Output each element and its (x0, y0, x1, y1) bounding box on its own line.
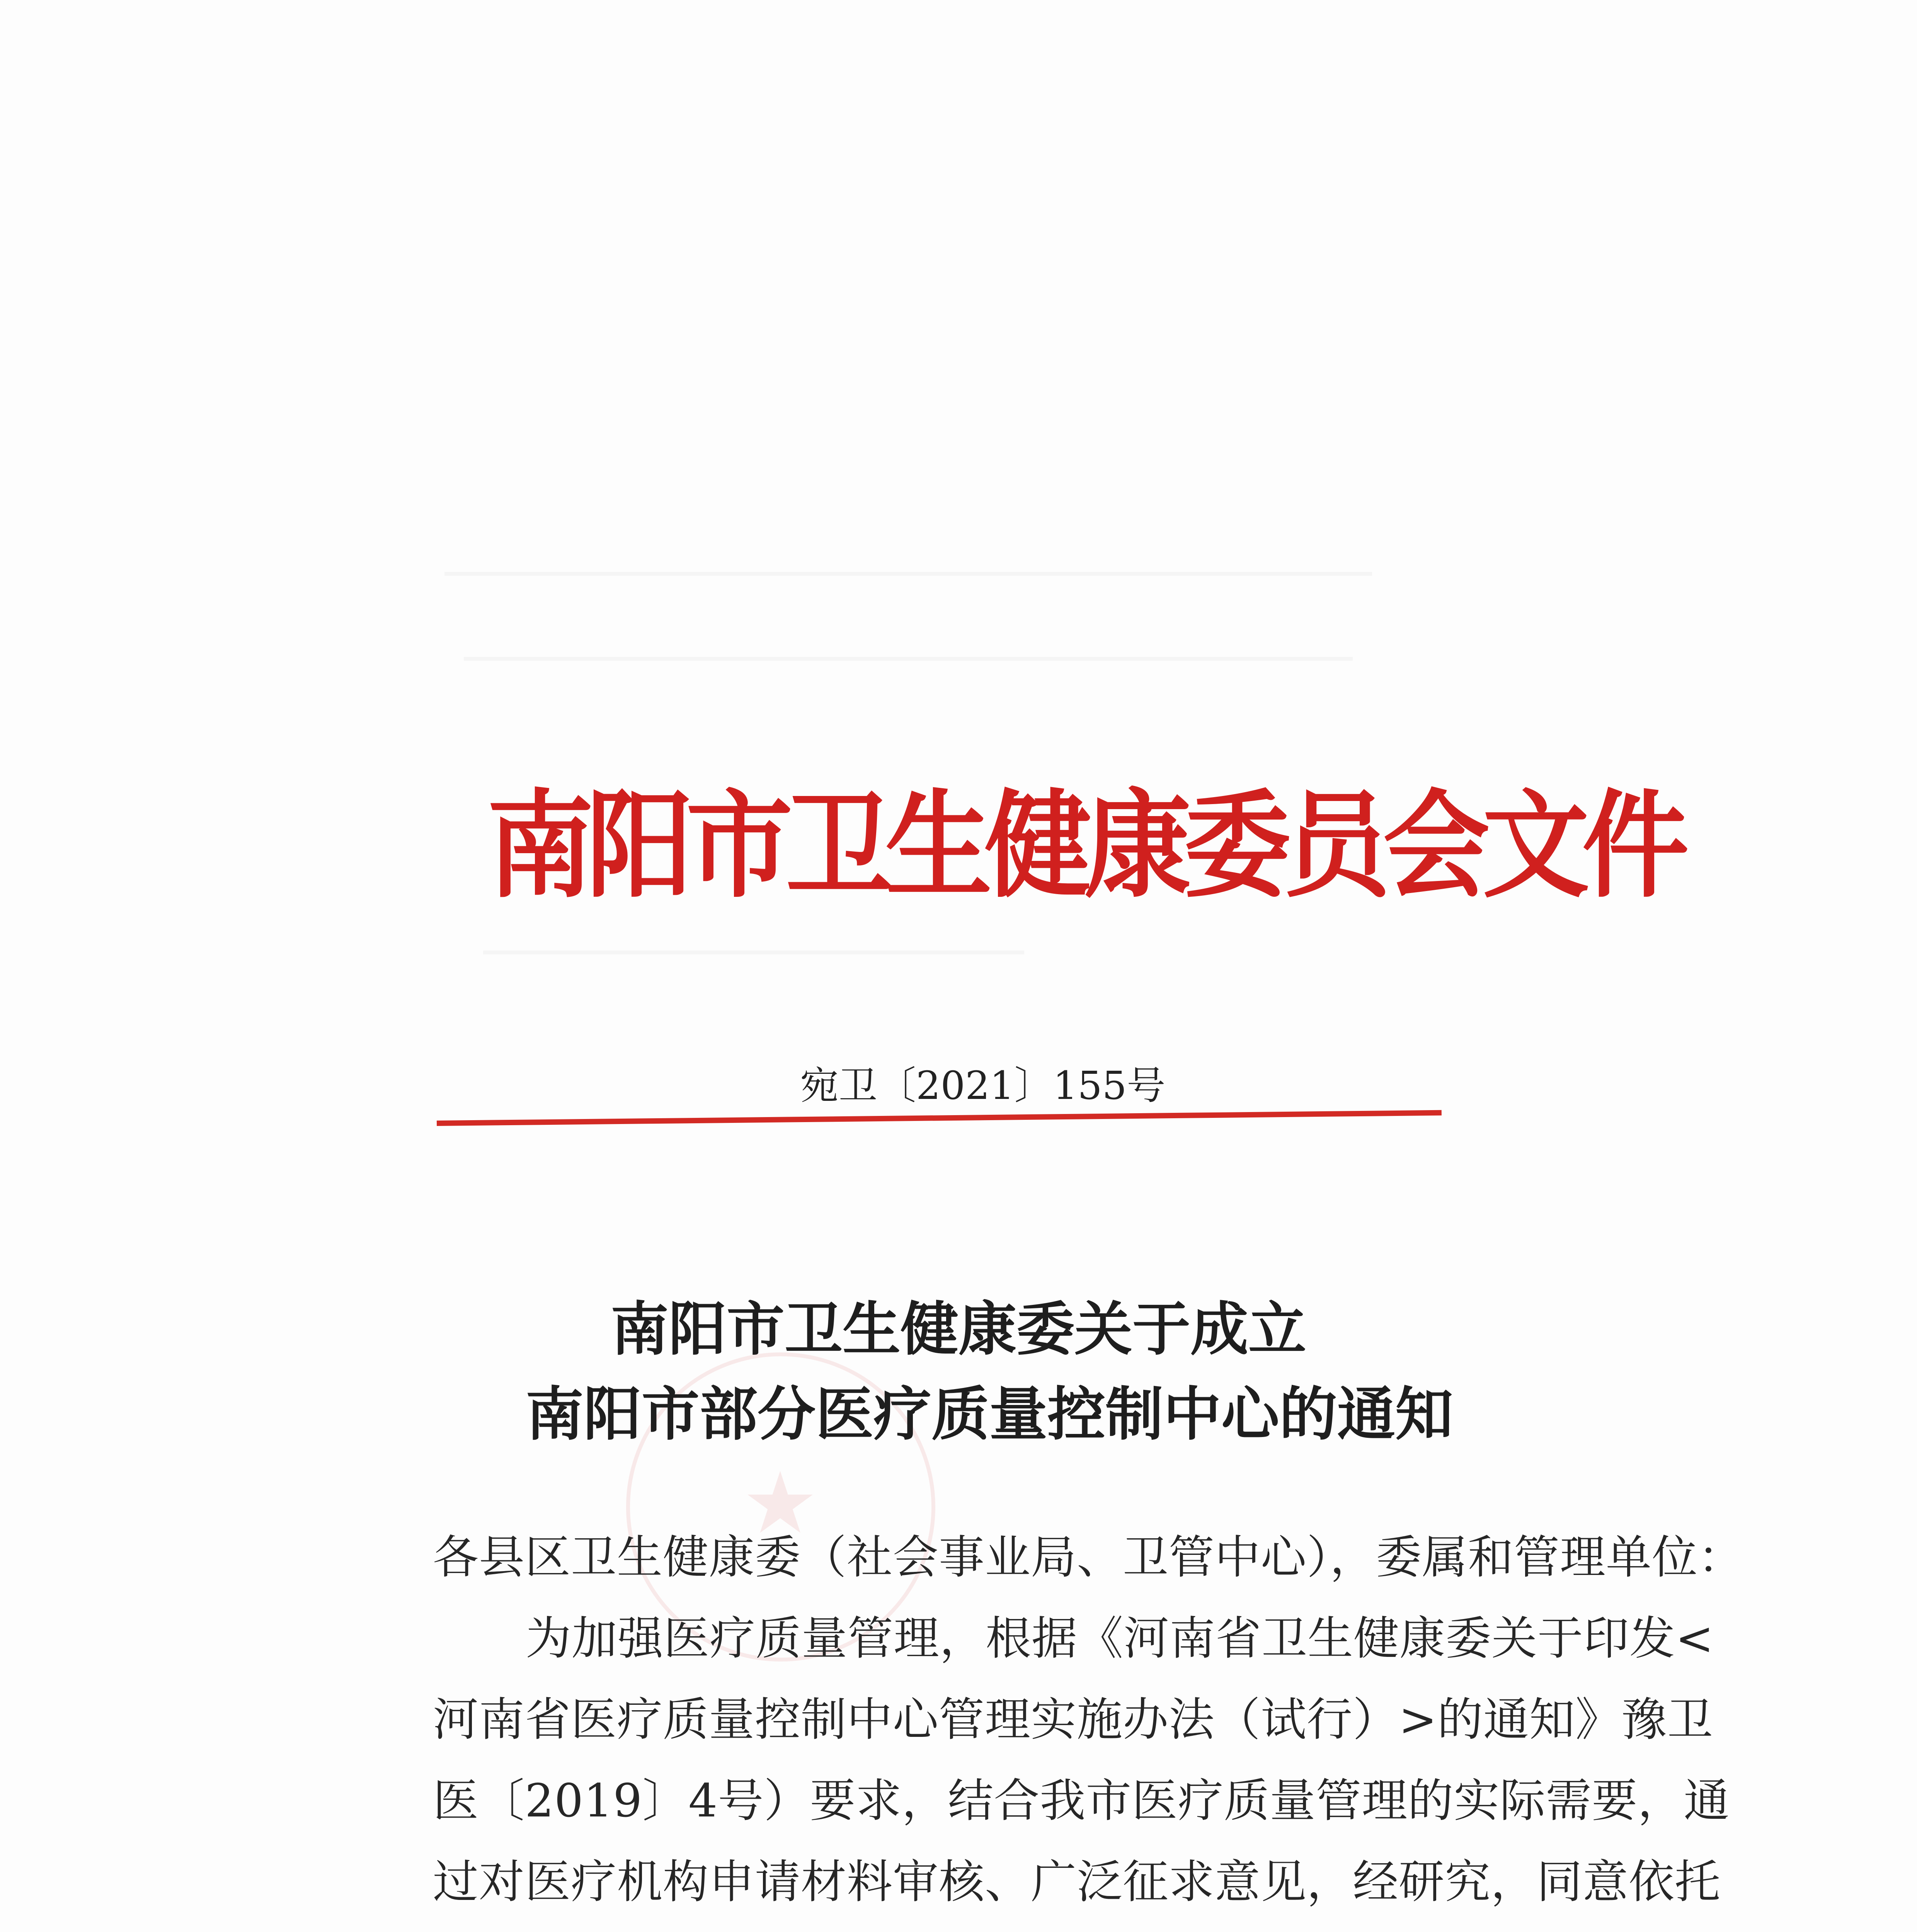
body-text-line: 医〔2019〕4号）要求，结合我市医疗质量管理的实际需要，通 (433, 1774, 1730, 1827)
notice-title-line-1: 南阳市卫生健康委关于成立 (610, 1295, 1306, 1363)
salutation-line: 各县区卫生健康委（社会事业局、卫管中心），委属和管理单位： (433, 1531, 1744, 1584)
document-number: 宛卫〔2021〕155号 (800, 1063, 1166, 1108)
body-text-line: 河南省医疗质量控制中心管理实施办法（试行）>的通知》豫卫 (433, 1693, 1713, 1746)
document-header-title: 南阳市卫生健康委员会文件 (487, 779, 1682, 913)
body-text-line: 过对医疗机构申请材料审核、广泛征求意见，经研究，同意依托 (433, 1855, 1721, 1908)
bleed-through-line (444, 572, 1372, 576)
notice-title-line-2: 南阳市部分医疗质量控制中心的通知 (526, 1380, 1454, 1448)
seal-star-icon: ★ (742, 1454, 819, 1553)
bleed-through-line (464, 657, 1353, 661)
body-text-line: 为加强医疗质量管理，根据《河南省卫生健康委关于印发< (526, 1612, 1714, 1665)
bleed-through-line (483, 951, 1024, 954)
